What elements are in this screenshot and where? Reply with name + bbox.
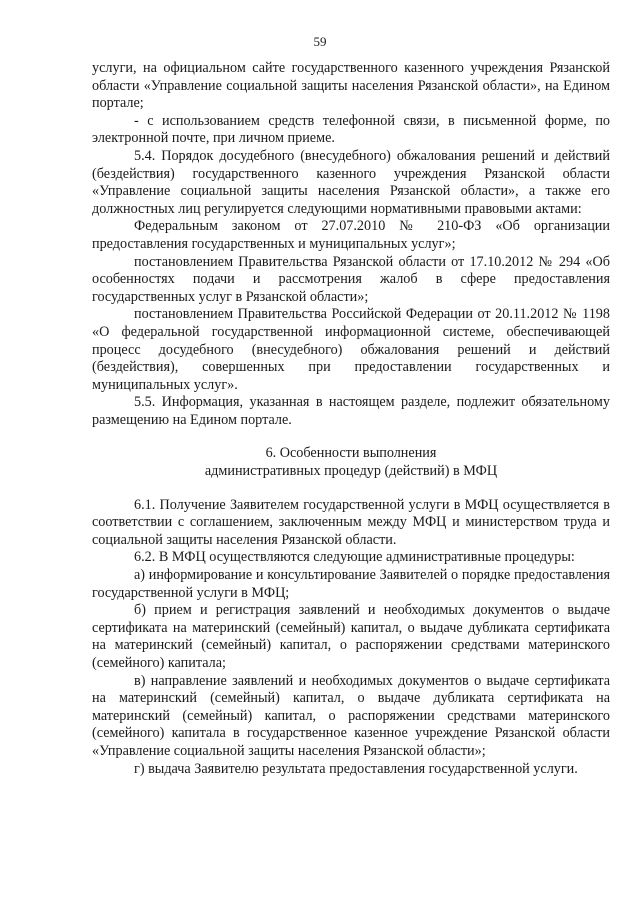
list-item-g: г) выдача Заявителю результата предоставления государственной услуги. [134,760,578,777]
paragraph-ryazan-resolution: постановлением Правительства Рязанской области от 17.10.2012 № 294 «Об особенностях подачи и рассмотрения жалоб в сфере предоставления государственных услуг в Рязанской области»; [92,253,610,305]
paragraph-6-1: 6.1. Получение Заявителем государственной услуги в МФЦ осуществляется в соответствии с соглашением, заключенным между МФЦ и министерством труда и социальной защиты населения Рязанской области. [92,496,610,548]
paragraph-contact-methods: - с использованием средств телефонной связи, в письменной форме, по электронной почте, при личном приеме. [92,112,610,147]
section-heading-line1: 6. Особенности выполнения [265,445,437,462]
document-body [92,60,610,778]
paragraph-6-2: 6.2. В МФЦ осуществляются следующие административные процедуры: [134,549,575,566]
section-heading-line2: административных процедур (действий) в МФЦ [204,463,498,480]
list-item-b: б) прием и регистрация заявлений и необходимых документов о выдаче сертификата на материнский (семейный) капитал, о выдаче дубликата сертификата на материнский (семейный) капитал, о распоряжении средствами материнского (семейного) капитала; [92,602,610,671]
paragraph-federal-law: Федеральным законом от 27.07.2010 № 210-ФЗ «Об организации предоставления государственных и муниципальных услуг»; [92,218,610,252]
paragraph-continuation: услуги, на официальном сайте государственного казенного учреждения Рязанской области «Управление социальной защиты населения Рязанской области», на Едином портале; [92,60,610,112]
list-item-v: в) направление заявлений и необходимых документов о выдаче сертификата на материнский (семейный) капитал, о выдаче дубликата сертификата на материнский (семейный) капитал, о распоряжении средствами материнского (семейного) капитала в государственное казенное учреждение Рязанской области «Управление социальной защиты населения Рязанской области»; [92,672,610,759]
page-number: 59 [313,34,327,49]
paragraph-5-4: 5.4. Порядок досудебного (внесудебного) обжалования решений и действий (бездействия) государственного казенного учреждения Рязанской области «Управление социальной защиты населения Рязанской области», а также его должностных лиц регулируется следующими нормативными правовыми актами: [92,147,610,217]
paragraph-5-5: 5.5. Информация, указанная в настоящем разделе, подлежит обязательному размещению на Едином портале. [92,394,610,428]
list-item-a: а) информирование и консультирование Заявителей о порядке предоставления государственной услуги в МФЦ; [92,567,610,601]
paragraph-rf-resolution: постановлением Правительства Российской Федерации от 20.11.2012 № 1198 «О федеральной государственной информационной системе, обеспечивающей процесс досудебного (внесудебного) обжалования решений и действий (бездействия), совершенных при предоставлении государственных и муниципальных услуг». [92,306,610,393]
